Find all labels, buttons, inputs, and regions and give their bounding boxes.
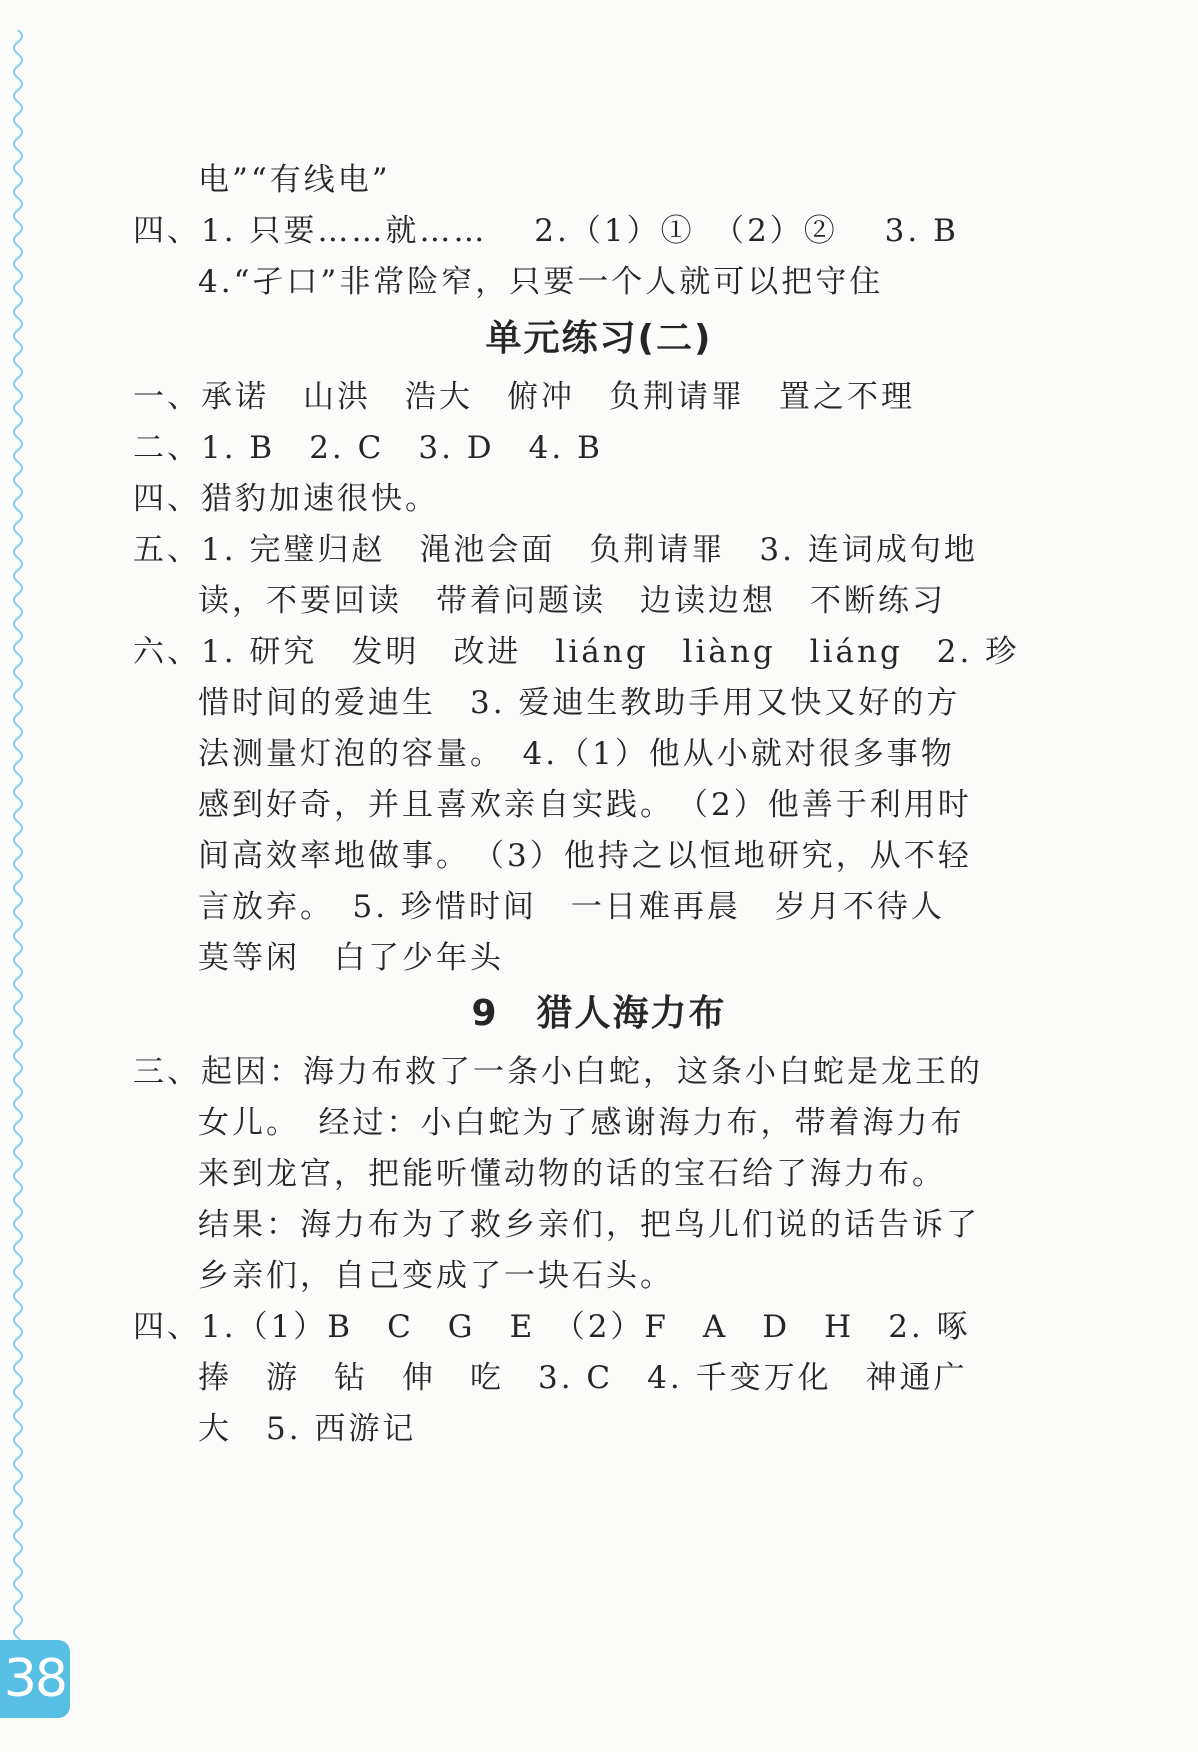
answer-line: 电”“有线电” bbox=[198, 162, 391, 198]
answer-line: 三、起因：海力布救了一条小白蛇，这条小白蛇是龙王的 bbox=[133, 1054, 983, 1090]
answer-line: 女儿。 经过：小白蛇为了感谢海力布，带着海力布 bbox=[198, 1105, 965, 1141]
answer-line: 间高效率地做事。 （3）他持之以恒地研究，从不轻 bbox=[198, 838, 972, 874]
answer-line: 读，不要回读 带着问题读 边读边想 不断练习 bbox=[198, 583, 946, 619]
answer-line: 法测量灯泡的容量。 4.（1）他从小就对很多事物 bbox=[198, 736, 955, 772]
answer-line: 结果：海力布为了救乡亲们，把鸟儿们说的话告诉了 bbox=[198, 1207, 980, 1243]
page-number: 38 bbox=[0, 1640, 70, 1718]
answer-line: 言放弃。 5. 珍惜时间 一日难再晨 岁月不待人 bbox=[198, 889, 945, 925]
answer-line: 惜时间的爱迪生 3. 爱迪生教助手用又快又好的方 bbox=[198, 685, 961, 721]
answer-line: 来到龙宫，把能听懂动物的话的宝石给了海力布。 bbox=[198, 1156, 946, 1192]
answer-line: 四、1.（1）B C G E （2）F A D H 2. 啄 bbox=[133, 1309, 971, 1345]
answer-line: 大 5. 西游记 bbox=[198, 1411, 417, 1447]
answer-line: 二、1. B 2. C 3. D 4. B bbox=[133, 430, 603, 466]
answer-line: 六、1. 研究 发明 改进 liáng liàng liáng 2. 珍 bbox=[133, 634, 1020, 670]
answer-line: 五、1. 完璧归赵 渑池会面 负荆请罪 3. 连词成句地 bbox=[133, 532, 978, 568]
answer-line: 感到好奇，并且喜欢亲自实践。 （2）他善于利用时 bbox=[198, 787, 972, 823]
section-heading: 9 猎人海力布 bbox=[471, 993, 727, 1034]
answer-line: 乡亲们，自己变成了一块石头。 bbox=[198, 1258, 674, 1294]
answer-line: 4.“孑口”非常险窄，只要一个人就可以把守住 bbox=[198, 264, 884, 300]
answer-line: 捧 游 钻 伸 吃 3. C 4. 千变万化 神通广 bbox=[198, 1360, 968, 1396]
answer-line: 莫等闲 白了少年头 bbox=[198, 940, 504, 976]
answer-line: 四、猎豹加速很快。 bbox=[133, 481, 439, 517]
answer-line: 四、1. 只要……就…… 2.（1）① （2）② 3. B bbox=[133, 213, 959, 249]
answer-line: 一、承诺 山洪 浩大 俯冲 负荆请罪 置之不理 bbox=[133, 379, 915, 415]
wavy-border-decoration bbox=[8, 30, 28, 1640]
section-heading: 单元练习(二) bbox=[485, 318, 713, 359]
